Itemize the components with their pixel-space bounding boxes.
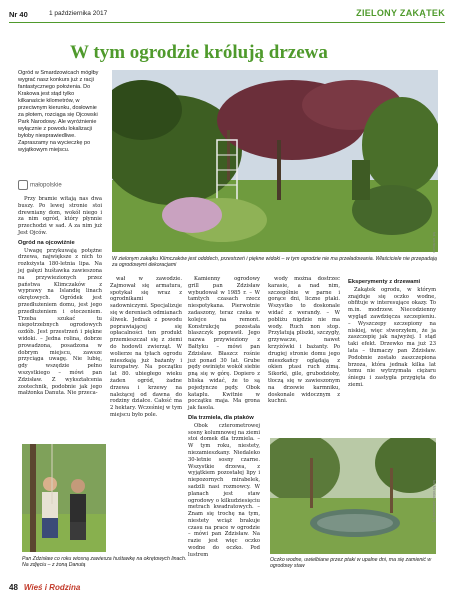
- location-icon: [18, 180, 28, 190]
- issue-number: Nr 40: [9, 10, 28, 19]
- body-paragraph: wał w zawodzie. Zajmował się armatura, spotykał się wraz z ogrodnikami sadowniczymi. Specjalizuje się w dereniach odmianach śliwek. Jednak z powodu poprawiającej się opłacalności ten produkt przemieszczał się z ziemi do hodowli zwierząt. W wolierze na tyłach ogrodu mieszkają już bażanty i kuropatwy. Na początku lat 80. ubiegłego wieku żaden ogród, żadne drzewa i krzewy na należącej od dawna do rodziny działce. Całość ma 2 hektary. Wcześniej w tym miejscu było pole.: [110, 276, 182, 418]
- body-paragraph: Kamienny ogrodowy grill pan Zdzisław wybudował w 1985 r. – W tamtych czasach rzecz niespotykana. Pierwotnie zadaszony, teraz czeka w kolejce na remont. Konstrukcję pozostała blaszczyk poprawił. Jego nazwa przywieziony z Bałtyku – mówi pan Zdzisław. Błaszcz rośnie już ponad 30 lat. Grube pędy owinięte wokół siebie pną się w górę. Dopiero z bliska widać, że to są pojedyncze pędy. Obok kataplu. Kwitnie w początku maja. Ma grona jak fasola.: [188, 276, 260, 412]
- body-paragraph: Zakątek ogrodu, w którym znajduje się oczko wodne, obfituje w interesujące okazy. To m.in. modrzew. Niecodzienny wygląd zawdzięcza szczepieniu. – Wyszczepy szczepiony na niskiej, więc stworzyłem, że ja zaszczepię jak najwyżej. I stąd taki efekt. Drzewko ma już 23 lata – tłumaczy pan Zdzisław. Podobnie zostało zaszczepiona brzoza, która jednak kilka lat temu nie wytrzymała ciężaru śniegu i zastygła przygięta do ziemi.: [348, 286, 436, 388]
- page-footer: [9, 583, 80, 592]
- pond-photo: [270, 438, 436, 554]
- pond-photo-caption: Oczko wodne, uwielbiane przez ptaki w upalne dni, ma się zamienić w ogrodowy staw: [270, 557, 432, 570]
- main-photo-credit: fot. archiwum: [432, 232, 436, 253]
- article-title: W tym ogrodzie królują drzewa: [70, 42, 328, 63]
- pond-photo-credit: fot. Mirosław Jankowski (2): [432, 480, 436, 523]
- page-number: 48: [9, 583, 18, 592]
- garden-scene-image: [112, 70, 438, 252]
- header-divider: [9, 22, 445, 23]
- section-title: ZIELONY ZAKĄTEK: [356, 8, 445, 18]
- people-photo-caption: Pan Zdzisław co roku wiosną zawiesza huśtawkę na okrętowych linach. Na zdjęciu – z żoną Danutą: [22, 556, 187, 569]
- subheading-trzmiel: Dla trzmiela, dla ptaków: [188, 414, 254, 421]
- pond-image: [270, 438, 436, 554]
- body-paragraph: Obok czterometrowej sosny kolumnowej na ziemi stoi domek dla trzmiela. – W tym roku, niestety, niezamieszkany. Niedaleko 30-letnie sosny czarne. Wszystkie drzewa, z wyjątkiem pozostałej lipy i niepozornych mirabelek, sadzili nasi rozmowcy. W planach jest staw ogrodowy o kilkudziesięciu metrach kwadratowych. – Znam się trochę na tym, niestety wciąż brakuje czasu na prace w ogrodzie – mówi pan Zdzisław. Na razie jest więc oczko wodne do oczko. Pod lustrem: [188, 422, 260, 558]
- subheading-eksperymenty: Eksperymenty z drzewami: [348, 279, 421, 285]
- region-tag: [18, 180, 62, 190]
- subheading-ojcowizna: Ogród na ojcowiźnie: [18, 239, 75, 246]
- column-5: [348, 276, 436, 389]
- column-1: [18, 196, 102, 397]
- column-3: [188, 276, 260, 559]
- main-garden-photo: [112, 70, 438, 252]
- article-lead: Ogród w Smardzowicach mógłby wygrać nasz konkurs już z racji fantastycznego położenia. Do Krakowa jest stąd tylko kilkanaście kilometrów, w przeciwnym kierunku, dosłownie za płotem, rozciąga się Ojcowski Park Narodowy. Ale wyróżnienie wyłącznie z powodu lokalizacji byłoby niesprawiedliwe. Zapraszamy na wycieczkę po wyjątkowym miejscu.: [18, 70, 99, 153]
- column-4: [268, 276, 340, 405]
- issue-date: 1 października 2017: [49, 10, 108, 17]
- region-label: małopolskie: [30, 182, 62, 189]
- intro-paragraph: Przy bramie witają nas dwa buszy. Po lewej stronie stoi drewniany dom, wokół niego i za nim ogród, który płynnie przechodzi w sad. A za nim już Jest Ojców.: [18, 196, 102, 236]
- body-paragraph: Uwagę przykuwają potężne drzewa, największe z nich to rozłożysta 180-letnia lipa. Na jej gałęzi huśtawka zawieszona na przywiezionych przez państwa Klimczaków z wyprawy na Islandię linach okrętowych. Ogródek jest przedłużeniem domu, jest jego przedłużeniem i otoczeniem. Trzeba szukać tu niepotrzebnych ogrodowych ozdób. Jest przestrzeń i piękne widoki. – Jedna rolina, dobrze prowadzona, posadzona w dobrym miejscu, zawsze przyciąga uwagę. Nie lubię, gdy wszędzie pełno wszystkiego – mówi pan Zdzisław. Z wykształcenia zootechnik, podobnie jak jego małżonka Danuta. Nie przeca-: [18, 247, 102, 397]
- couple-on-swing-image: [22, 444, 106, 552]
- people-photo: [22, 444, 106, 552]
- column-2: [110, 276, 182, 419]
- main-photo-caption: W zielonym zakątku Klimczaków jest odddech, przestrzeń i piękne widoki – w tym ogrodzie nie ma przeładowania. Właściciele nie przepadają za ogrodowymi dekoracjami: [112, 256, 437, 269]
- magazine-brand: Wieś i Rodzina: [23, 583, 81, 592]
- body-paragraph: wody można dostrzec karasie, a nad nim, szczególnie w parne i gorące dni, liczne ptaki. Wszystko to doskonale widać z werandy. – W pobliżu nigdzie nie ma wody. Ruch non stop. Przylatują pliszki, szczygły, grzywacze, nawet krzyżówki i bażanty. Po drugiej stronie domu jego mieszkańcy oglądają z okien ptasi ruch zimą. Sikorki, gile, grubodzioby, tłoczą się w zawieszonym na drzewie karmniku, doskonale widocznym z kuchni.: [268, 276, 340, 405]
